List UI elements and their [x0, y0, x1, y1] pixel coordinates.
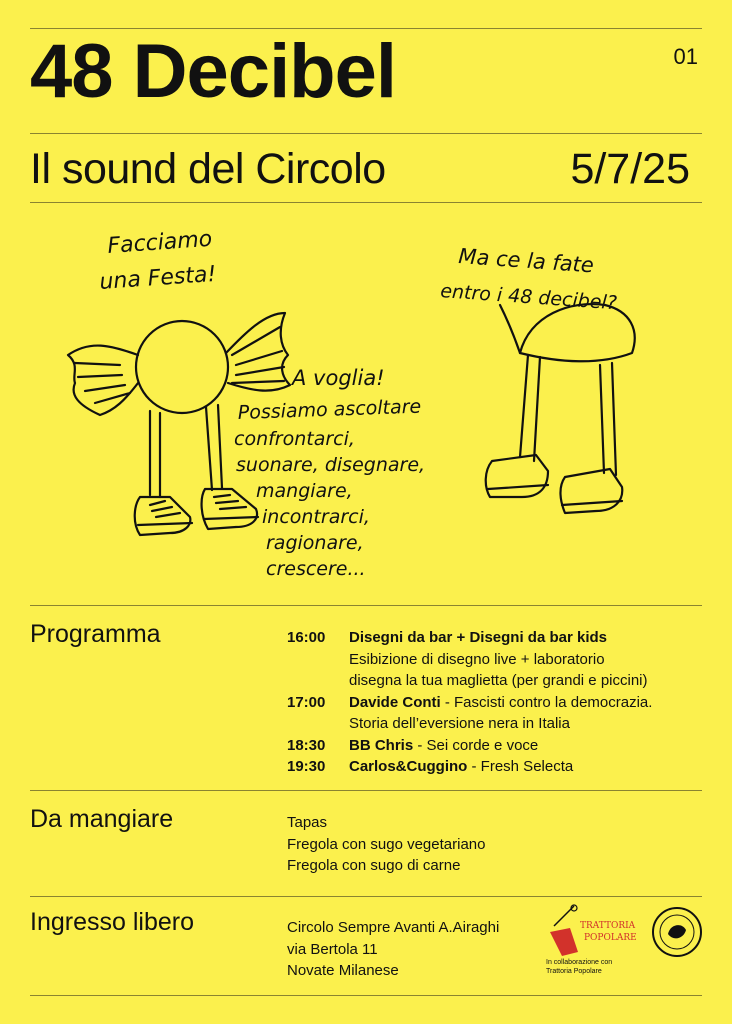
event-title: 48 Decibel	[30, 29, 396, 114]
issue-number: 01	[673, 44, 698, 69]
programma-time: 17:00	[287, 693, 326, 711]
venue-name: Circolo Sempre Avanti A.Airaghi	[287, 919, 500, 936]
programma-desc: - Fresh Selecta	[467, 758, 574, 775]
reply-line-7: ragionare,	[266, 532, 364, 554]
menu-item: Fregola con sugo vegetariano	[287, 835, 486, 853]
menu-item: Tapas	[287, 814, 328, 831]
reply-line-8: crescere...	[266, 558, 366, 580]
reply-line-2: Possiamo ascoltare	[237, 395, 422, 424]
programma-item	[287, 756, 707, 778]
collab-line: Trattoria Popolare	[546, 968, 602, 975]
programma-detail: Esibizione di disegno live + laboratorio	[349, 650, 605, 668]
menu-item: Fregola con sugo di carne	[287, 857, 461, 874]
reply-line-5: mangiare,	[256, 480, 353, 502]
venue-street: via Bertola 11	[287, 940, 378, 958]
programma-act: Davide Conti	[349, 693, 441, 711]
programma-act: Disegni da bar + Disegni da bar kids	[349, 629, 607, 646]
programma-time: 19:30	[287, 758, 326, 775]
event-subtitle: Il sound del Circolo	[30, 145, 386, 193]
programma-time: 16:00	[287, 629, 326, 646]
collab-line: In collaborazione con	[546, 959, 613, 966]
programma-list	[287, 627, 707, 778]
subtitle-rule	[30, 202, 702, 203]
left-speech-line-1: Facciamo	[106, 226, 213, 259]
hat-character	[486, 304, 635, 513]
menu-list	[287, 812, 485, 877]
reply-line-4: suonare, disegnare,	[236, 454, 426, 476]
mangiare-rule	[30, 790, 702, 791]
svg-text:TRATTORIA: TRATTORIA	[580, 921, 636, 931]
programma-rule	[30, 605, 702, 606]
programma-item	[287, 692, 707, 735]
trattoria-popolare-logo	[550, 905, 637, 956]
programma-act: BB Chris	[349, 736, 414, 754]
reply-line-1: A voglia!	[292, 366, 385, 390]
programma-item	[287, 627, 707, 692]
right-speech-line-2: entro i 48 decibel?	[439, 280, 618, 315]
ingresso-rule	[30, 896, 702, 897]
programma-detail: Storia dell’eversione nera in Italia	[349, 715, 570, 732]
circolo-seal-icon	[653, 908, 701, 956]
event-date: 5/7/25	[570, 145, 690, 193]
programma-time: 18:30	[287, 736, 326, 754]
right-speech-line-1: Ma ce la fate	[457, 244, 595, 278]
left-speech-line-2: una Festa!	[98, 261, 218, 295]
programma-item	[287, 735, 707, 757]
mangiare-label: Da mangiare	[30, 805, 174, 833]
programma-label: Programma	[30, 620, 161, 648]
ingresso-label: Ingresso libero	[30, 908, 194, 936]
reply-line-6: incontrarci,	[262, 506, 370, 528]
address-block	[287, 917, 499, 982]
svg-text:POPOLARE: POPOLARE	[584, 933, 637, 943]
collab-note	[546, 958, 612, 976]
programma-act: Carlos&Cuggino	[349, 758, 468, 775]
bottom-rule	[30, 995, 702, 996]
programma-detail: disegna la tua maglietta (per grandi e piccini)	[349, 672, 648, 689]
cartoon-illustration	[0, 205, 732, 600]
venue-city: Novate Milanese	[287, 962, 399, 979]
header-rule	[30, 133, 702, 134]
programma-desc: - Fascisti contro la democrazia.	[440, 693, 653, 711]
reply-line-3: confrontarci,	[234, 428, 355, 450]
programma-desc: - Sei corde e voce	[413, 736, 539, 754]
